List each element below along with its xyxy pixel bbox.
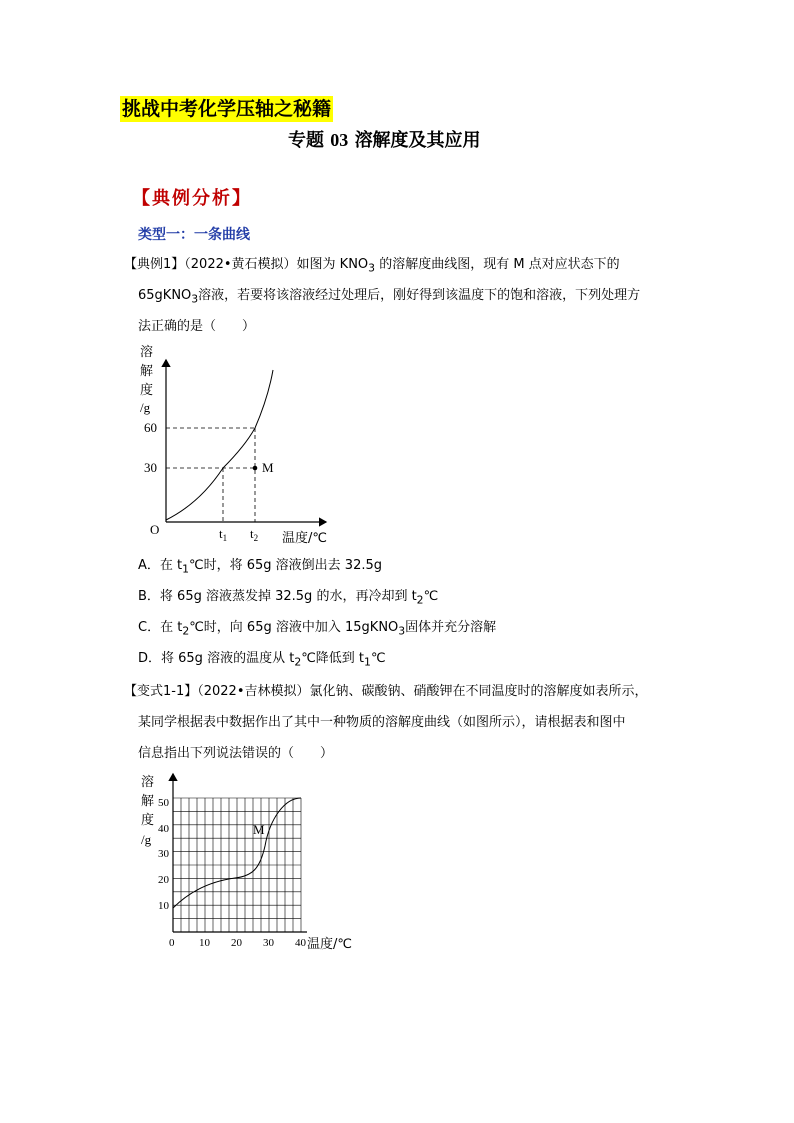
chart2-ytick-10: 10: [158, 900, 169, 912]
option-b: [138, 587, 438, 611]
text-run: ℃: [423, 589, 439, 604]
subscript: 3: [191, 292, 199, 306]
text-run: 氯化钠、碳酸钠、硝酸钾在不同温度时的溶解度如表所示，: [309, 684, 648, 699]
example1-line2: [138, 286, 640, 310]
chart2-xtick-30: 30: [263, 937, 274, 949]
text-run: ℃时，向 65g 溶液中加入 15gKNO: [189, 620, 399, 635]
chart2-xtick-0: 0: [169, 937, 175, 949]
text-run: 如图为 KNO: [296, 257, 369, 272]
text-run: ℃时，将 65g 溶液倒出去 32.5g: [189, 558, 383, 573]
chart2-ytick-40: 40: [158, 823, 169, 835]
option-d: [138, 649, 386, 673]
example1-line3: 法正确的是（ ）: [138, 319, 256, 334]
chart2-solubility-grid-chart: [135, 768, 375, 958]
text-run: B．将 65g 溶液蒸发掉 32.5g 的水，再冷却到 t: [138, 589, 417, 604]
variant1-tag: 【变式1-1】: [124, 684, 198, 699]
chart2-ylabel-4: /g: [141, 832, 152, 847]
example1-tag: 【典例1】: [124, 257, 185, 272]
example1-source: （2022•黄石模拟）: [184, 257, 297, 272]
chart2-xtick-20: 20: [231, 937, 242, 949]
subscript: 2: [294, 655, 302, 669]
example1-line1: [124, 255, 620, 279]
chart2-point-label: M: [253, 822, 265, 837]
subscript: 3: [368, 261, 376, 275]
chart2-ylabel-3: 度: [141, 813, 155, 828]
subscript: 1: [182, 562, 190, 576]
title-text: 溶解度及其应用: [354, 130, 481, 151]
chart1-ylabel-1: 溶: [140, 345, 154, 360]
chart2-ylabel-2: 解: [141, 794, 155, 809]
chart1-origin: O: [150, 522, 160, 537]
chart2-ylabel-1: 溶: [141, 775, 155, 790]
chart2-ytick-20: 20: [158, 874, 169, 886]
text-run: ℃降低到 t: [301, 651, 365, 666]
variant1-line2: 某同学根据表中数据作出了其中一种物质的溶解度曲线（如图所示），请根据表和图中: [138, 715, 626, 730]
title-number: 03: [330, 130, 349, 150]
text-run: 65gKNO: [138, 288, 192, 303]
chart2-ytick-50: 50: [158, 797, 169, 809]
chart1-curve: [166, 370, 273, 520]
chart1-ytick-60: 60: [144, 420, 157, 435]
chart1-point-label: M: [262, 460, 274, 475]
variant1-line3: 信息指出下列说法错误的（ ）: [138, 746, 334, 761]
chart2-ytick-30: 30: [158, 848, 169, 860]
type-heading: 类型一：一条曲线: [138, 227, 250, 243]
text-run: A．在 t: [138, 558, 183, 573]
text-run: C．在 t: [138, 620, 183, 635]
chart2-xtick-10: 10: [199, 937, 210, 949]
page-title: [288, 128, 481, 153]
variant1-line1: [124, 682, 648, 702]
chart1-ytick-30: 30: [144, 460, 157, 475]
subscript: 2: [182, 624, 190, 638]
option-a: [138, 556, 382, 580]
variant1-source: （2022•吉林模拟）: [197, 684, 310, 699]
title-prefix: 专题: [288, 130, 324, 151]
chart2-xtick-40: 40: [295, 937, 306, 949]
section-heading: 【典例分析】: [132, 188, 252, 209]
text-run: 固体并充分溶解: [405, 620, 497, 635]
subscript: 1: [364, 655, 371, 669]
chart1-xlabel: 温度/℃: [282, 531, 327, 546]
text-run: 溶液，若要将该溶液经过处理后，刚好得到该温度下的饱和溶液，下列处理方: [198, 288, 641, 303]
option-c: [138, 618, 496, 642]
chart2-grid: [173, 798, 301, 932]
chart2-xlabel: 温度/℃: [307, 937, 352, 952]
subscript: 3: [398, 624, 406, 638]
chart1-ylabel-3: 度: [140, 383, 154, 398]
text-run: D．将 65g 溶液的温度从 t: [138, 651, 295, 666]
text-run: ℃: [370, 651, 386, 666]
subscript: 2: [416, 593, 424, 607]
series-banner: 挑战中考化学压轴之秘籍: [122, 98, 332, 120]
chart1-solubility-curve: [130, 338, 340, 548]
text-run: 的溶解度曲线图，现有 M 点对应状态下的: [375, 257, 620, 272]
chart1-xtick-t2: $t_2$: [250, 526, 259, 543]
chart1-ylabel-2: 解: [140, 364, 154, 379]
chart1-xtick-t1: $t_1$: [219, 526, 228, 543]
chart1-point-m: [253, 466, 258, 471]
chart1-ylabel-4: /g: [140, 400, 151, 415]
